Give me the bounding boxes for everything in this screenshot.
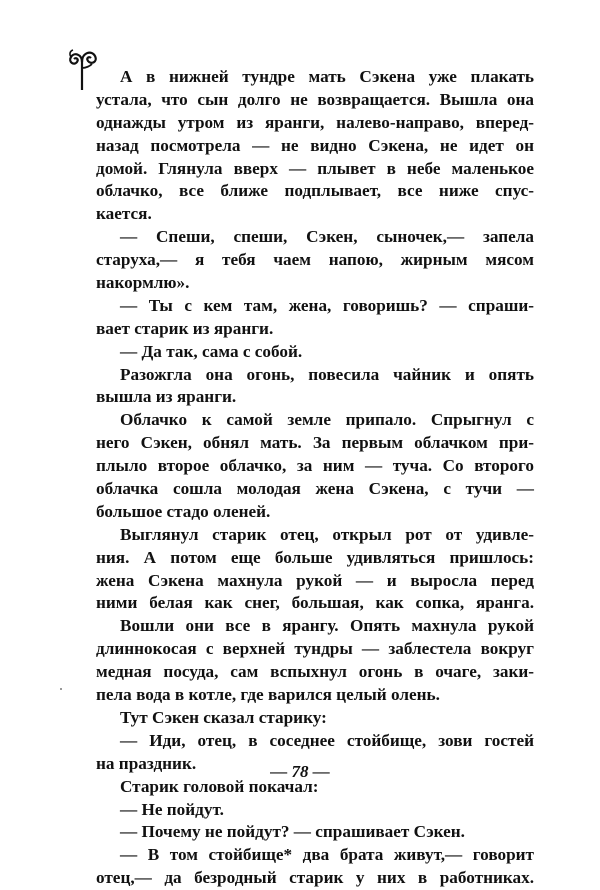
text-line: ния. А потом еще больше удивляться пришлось: [96,547,534,567]
text-line: отец,— да безродный старик у них в работниках. [96,868,534,888]
text-line: пела вода в котле, где варился целый олень. [96,685,440,705]
text-line: устала, что сын долго не возвращается. Вышла она [96,89,534,109]
text-line: Старик головой покачал: [120,776,319,796]
text-line: медная посуда, сам вспыхнул огонь в очаге, заки- [96,662,534,682]
text-line: кается. [96,204,152,224]
text-line: — Иди, отец, в соседнее стойбище, зови гостей [120,730,534,750]
text-line: — Спеши, спеши, Сэкен, сыночек,— запела [120,227,534,247]
text-line: накормлю». [96,273,190,293]
page-number: — 78 — [270,762,330,781]
text-line: — Почему не пойдут? — спрашивает Сэкен. [120,822,465,842]
text-line: А в нижней тундре мать Сэкена уже плакать [120,67,534,86]
text-line: — Да так, сама с собой. [120,341,303,361]
text-line: — Не пойдут. [120,799,224,819]
text-line: Выглянул старик отец, открыл рот от удивле- [120,524,534,544]
text-line: домой. Глянула вверх — плывет в небе маленькое [96,158,534,178]
text-line: плыло второе облачко, за ним — туча. Со второго [96,456,534,476]
text-line: длиннокосая с верхней тундры — заблестела вокруг [96,639,534,659]
text-line: Тут Сэкен сказал старику: [120,707,327,727]
text-line: него Сэкен, обнял мать. За первым облачком при- [96,433,534,453]
text-line: однажды утром из яранги, налево-направо, вперед- [96,112,534,132]
text-line: Вошли они все в ярангу. Опять махнула рукой [120,616,534,636]
text-line: вает старик из яранги. [96,318,274,338]
text-line: назад посмотрела — не видно Сэкена, не идет он [96,135,534,155]
text-line: облачко, все ближе подплывает, все ниже спус- [96,181,534,201]
text-line: Разожгла она огонь, повесила чайник и опять [120,364,534,384]
text-line: — В том стойбище* два брата живут,— говорит [120,845,534,865]
print-speck [60,688,62,690]
text-line: жена Сэкена махнула рукой — и выросла перед [96,570,534,590]
text-line: вышла из яранги. [96,387,237,407]
text-line: облачка сошла молодая жена Сэкена, с тучи — [96,479,534,499]
text-line: ними белая как снег, большая, как сопка, яранга. [96,593,534,613]
text-line: большое стадо оленей. [96,501,271,521]
text-line: старуха,— я тебя чаем напою, жирным мясом [96,250,534,270]
text-line: — Ты с кем там, жена, говоришь? — спраши- [120,295,534,315]
text-line: Облачко к самой земле припало. Спрыгнул с [120,410,534,430]
text-line: на праздник. [96,753,197,773]
